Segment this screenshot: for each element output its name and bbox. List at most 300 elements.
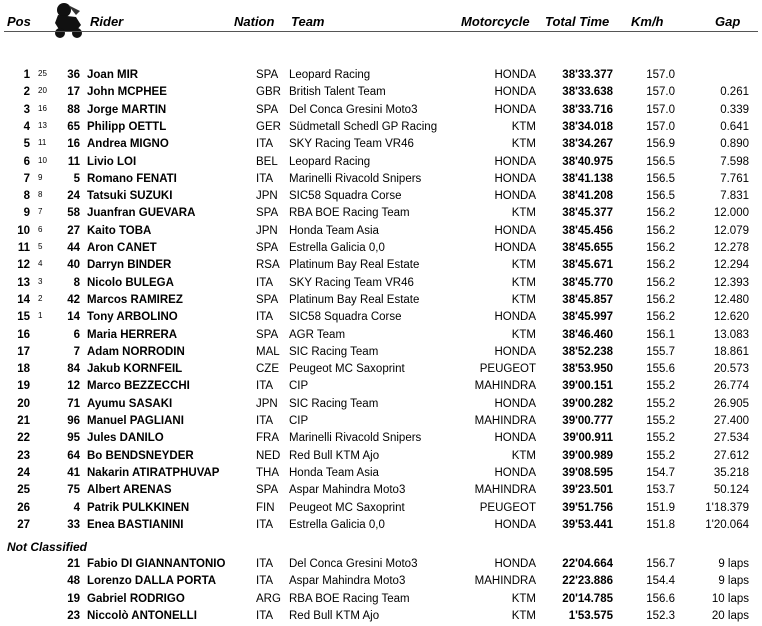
points: 9 <box>38 172 43 182</box>
gap: 0.339 <box>720 103 749 116</box>
position: 24 <box>17 466 30 479</box>
total-time: 38'41.138 <box>562 172 613 185</box>
result-row <box>0 171 762 188</box>
position: 6 <box>23 155 30 168</box>
result-row <box>0 67 762 84</box>
total-time: 20'14.785 <box>562 592 613 605</box>
rider-name: Marcos RAMIREZ <box>87 293 183 306</box>
result-row <box>0 430 762 447</box>
rider-number: 23 <box>67 609 80 622</box>
position: 7 <box>23 172 30 185</box>
motorcycle: HONDA <box>494 345 536 358</box>
motorcycle: HONDA <box>494 172 536 185</box>
gap: 0.641 <box>720 120 749 133</box>
motorcycle: KTM <box>511 293 536 306</box>
nation: MAL <box>256 345 280 358</box>
rider-number: 64 <box>67 449 80 462</box>
team-name: Peugeot MC Saxoprint <box>289 363 405 376</box>
result-row <box>0 327 762 344</box>
result-row <box>0 102 762 119</box>
gap: 12.278 <box>713 242 749 254</box>
speed-kmh: 156.2 <box>646 224 675 237</box>
speed-kmh: 156.2 <box>646 242 675 254</box>
speed-kmh: 156.6 <box>646 592 675 605</box>
total-time: 38'45.770 <box>562 276 613 289</box>
result-row <box>0 154 762 171</box>
rider-number: 11 <box>67 155 80 168</box>
rider-name: Philipp OETTL <box>87 120 167 133</box>
result-row <box>0 205 762 222</box>
team-name: Honda Team Asia <box>289 466 379 479</box>
nation: GBR <box>256 86 281 99</box>
team-name: Platinum Bay Real Estate <box>289 293 420 306</box>
rider-name: Jakub KORNFEIL <box>87 363 183 376</box>
position: 27 <box>17 518 30 531</box>
gap: 1'20.064 <box>705 518 749 531</box>
result-row <box>0 223 762 240</box>
total-time: 39'00.282 <box>562 397 613 410</box>
motorcycle-rider-logo-icon <box>50 1 84 39</box>
rider-number: 21 <box>67 558 80 570</box>
team-name: Marinelli Rivacold Snipers <box>289 432 422 445</box>
points: 4 <box>38 259 43 269</box>
team-name: Leopard Racing <box>289 69 371 81</box>
motorcycle: HONDA <box>494 558 536 570</box>
speed-kmh: 157.0 <box>646 120 675 133</box>
position: 5 <box>23 138 30 151</box>
gap: 35.218 <box>713 466 749 479</box>
team-name: Honda Team Asia <box>289 224 379 237</box>
motorcycle: KTM <box>511 207 536 220</box>
nation: CZE <box>256 363 279 376</box>
rider-name: Marco BEZZECCHI <box>87 380 190 393</box>
result-row <box>0 482 762 499</box>
nation: ITA <box>256 172 274 185</box>
motorcycle: PEUGEOT <box>479 501 536 514</box>
nation: SPA <box>256 484 279 497</box>
rider-number: 88 <box>67 103 80 116</box>
team-name: CIP <box>289 380 309 393</box>
result-row <box>0 448 762 465</box>
position: 17 <box>17 345 30 358</box>
motorcycle: KTM <box>511 609 536 622</box>
rider-number: 48 <box>67 575 80 588</box>
points: 7 <box>38 207 43 217</box>
speed-kmh: 156.5 <box>646 155 675 168</box>
speed-kmh: 154.4 <box>646 575 675 588</box>
speed-kmh: 153.7 <box>646 484 675 497</box>
rider-number: 4 <box>73 501 80 514</box>
gap: 27.612 <box>713 449 749 462</box>
gap: 10 laps <box>711 592 749 605</box>
speed-kmh: 155.2 <box>646 415 675 427</box>
motorcycle: HONDA <box>494 69 536 81</box>
result-row <box>0 396 762 413</box>
not-classified-heading: Not Classified <box>7 540 88 554</box>
total-time: 22'23.886 <box>562 575 613 588</box>
position: 26 <box>17 501 30 514</box>
rider-number: 96 <box>67 415 80 427</box>
nation: SPA <box>256 242 279 254</box>
gap: 12.000 <box>713 207 749 220</box>
team-name: Estrella Galicia 0,0 <box>289 242 385 254</box>
header-total-time: Total Time <box>545 14 610 29</box>
nation: JPN <box>256 397 278 410</box>
nation: ITA <box>256 415 274 427</box>
motorcycle: KTM <box>511 120 536 133</box>
motorcycle: HONDA <box>494 242 536 254</box>
total-time: 39'53.441 <box>562 518 613 531</box>
speed-kmh: 156.2 <box>646 259 675 272</box>
motorcycle: HONDA <box>494 103 536 116</box>
rider-name: Bo BENDSNEYDER <box>87 449 194 462</box>
total-time: 38'34.018 <box>562 120 613 133</box>
rider-number: 33 <box>67 518 80 531</box>
result-row <box>0 344 762 361</box>
nation: JPN <box>256 224 278 237</box>
gap: 0.261 <box>720 86 749 99</box>
position: 14 <box>17 293 30 306</box>
rider-name: Fabio DI GIANNANTONIO <box>87 558 226 570</box>
motorcycle: MAHINDRA <box>474 380 536 393</box>
speed-kmh: 156.7 <box>646 558 675 570</box>
rider-name: Manuel PAGLIANI <box>87 415 184 427</box>
speed-kmh: 156.9 <box>646 138 675 151</box>
nation: JPN <box>256 190 278 203</box>
total-time: 38'45.456 <box>562 224 613 237</box>
result-row <box>0 573 762 590</box>
rider-name: Nakarin ATIRATPHUVAP <box>87 466 220 479</box>
speed-kmh: 155.2 <box>646 380 675 393</box>
total-time: 38'46.460 <box>562 328 613 341</box>
rider-number: 19 <box>67 592 80 605</box>
points: 1 <box>38 311 43 321</box>
motorcycle: KTM <box>511 259 536 272</box>
total-time: 39'00.151 <box>562 380 613 393</box>
position: 16 <box>17 328 30 341</box>
motorcycle: KTM <box>511 276 536 289</box>
nation: ITA <box>256 558 274 570</box>
points: 3 <box>38 276 43 286</box>
rider-number: 36 <box>67 69 80 81</box>
rider-number: 24 <box>67 190 80 203</box>
team-name: Aspar Mahindra Moto3 <box>289 484 406 497</box>
points: 2 <box>38 293 43 303</box>
team-name: SIC Racing Team <box>289 345 379 358</box>
team-name: Red Bull KTM Ajo <box>289 609 380 622</box>
gap: 1'18.379 <box>705 501 749 514</box>
rider-name: Tatsuki SUZUKI <box>87 190 173 203</box>
rider-name: Romano FENATI <box>87 172 177 185</box>
team-name: SIC58 Squadra Corse <box>289 190 402 203</box>
rider-number: 41 <box>67 466 80 479</box>
speed-kmh: 157.0 <box>646 103 675 116</box>
speed-kmh: 156.2 <box>646 311 675 324</box>
speed-kmh: 156.2 <box>646 276 675 289</box>
rider-name: John MCPHEE <box>87 86 167 99</box>
position: 19 <box>17 380 30 393</box>
team-name: Red Bull KTM Ajo <box>289 449 380 462</box>
motorcycle: KTM <box>511 449 536 462</box>
position: 3 <box>23 103 30 116</box>
header-rider: Rider <box>90 14 124 29</box>
position: 12 <box>17 259 30 272</box>
gap: 12.294 <box>713 259 749 272</box>
motorcycle: MAHINDRA <box>474 484 536 497</box>
position: 10 <box>17 224 30 237</box>
position: 1 <box>23 69 30 81</box>
results-header <box>0 0 762 32</box>
rider-name: Jorge MARTIN <box>87 103 167 116</box>
points: 6 <box>38 224 43 234</box>
position: 8 <box>23 190 30 203</box>
speed-kmh: 155.2 <box>646 449 675 462</box>
points: 10 <box>38 155 47 165</box>
motorcycle: KTM <box>511 592 536 605</box>
total-time: 38'45.997 <box>562 311 613 324</box>
team-name: Südmetall Schedl GP Racing <box>289 120 438 133</box>
motorcycle: PEUGEOT <box>479 363 536 376</box>
total-time: 38'52.238 <box>562 345 613 358</box>
rider-number: 95 <box>67 432 80 445</box>
position: 23 <box>17 449 30 462</box>
motorcycle: HONDA <box>494 518 536 531</box>
position: 25 <box>17 484 30 497</box>
speed-kmh: 151.9 <box>646 501 675 514</box>
position: 9 <box>23 207 30 220</box>
team-name: AGR Team <box>289 328 346 341</box>
motorcycle: MAHINDRA <box>474 415 536 427</box>
header-kmh: Km/h <box>631 14 664 29</box>
team-name: Peugeot MC Saxoprint <box>289 501 405 514</box>
speed-kmh: 156.5 <box>646 190 675 203</box>
total-time: 39'51.756 <box>562 501 613 514</box>
result-row <box>0 292 762 309</box>
rider-number: 65 <box>67 120 80 133</box>
gap: 26.905 <box>713 397 749 410</box>
nation: SPA <box>256 69 279 81</box>
team-name: SIC Racing Team <box>289 397 379 410</box>
position: 21 <box>17 415 30 427</box>
motorcycle: MAHINDRA <box>474 575 536 588</box>
result-row <box>0 556 762 573</box>
total-time: 38'33.638 <box>562 86 613 99</box>
speed-kmh: 155.6 <box>646 363 675 376</box>
result-row <box>0 465 762 482</box>
total-time: 38'45.655 <box>562 242 613 254</box>
result-row <box>0 413 762 430</box>
speed-kmh: 155.2 <box>646 432 675 445</box>
nation: SPA <box>256 293 279 306</box>
rider-name: Tony ARBOLINO <box>87 311 178 324</box>
result-row <box>0 240 762 257</box>
motorcycle: KTM <box>511 138 536 151</box>
rider-name: Maria HERRERA <box>87 328 178 341</box>
gap: 12.393 <box>713 276 749 289</box>
position: 15 <box>17 311 30 324</box>
gap: 9 laps <box>718 558 749 570</box>
total-time: 39'00.989 <box>562 449 613 462</box>
speed-kmh: 155.7 <box>646 345 675 358</box>
total-time: 39'08.595 <box>562 466 613 479</box>
team-name: Platinum Bay Real Estate <box>289 259 420 272</box>
header-divider <box>4 31 758 32</box>
rider-name: Patrik PULKKINEN <box>87 501 190 514</box>
team-name: Del Conca Gresini Moto3 <box>289 103 418 116</box>
total-time: 38'33.377 <box>562 69 613 81</box>
nation: BEL <box>256 155 278 168</box>
team-name: Aspar Mahindra Moto3 <box>289 575 406 588</box>
rider-name: Jules DANILO <box>87 432 164 445</box>
motorcycle: HONDA <box>494 311 536 324</box>
nation: ARG <box>256 592 281 605</box>
position: 13 <box>17 276 30 289</box>
team-name: Marinelli Rivacold Snipers <box>289 172 422 185</box>
nation: THA <box>256 466 279 479</box>
speed-kmh: 157.0 <box>646 86 675 99</box>
rider-name: Lorenzo DALLA PORTA <box>87 575 217 588</box>
nation: ITA <box>256 380 274 393</box>
motorcycle: HONDA <box>494 155 536 168</box>
rider-name: Joan MIR <box>87 69 139 81</box>
nation: NED <box>256 449 281 462</box>
result-row <box>0 517 762 534</box>
gap: 7.831 <box>720 190 749 203</box>
points: 16 <box>38 103 47 113</box>
rider-name: Ayumu SASAKI <box>87 397 173 410</box>
result-row <box>0 608 762 625</box>
header-team: Team <box>291 14 325 29</box>
gap: 20.573 <box>713 363 749 376</box>
gap: 18.861 <box>713 345 749 358</box>
total-time: 39'00.911 <box>562 432 613 445</box>
rider-number: 27 <box>67 224 80 237</box>
speed-kmh: 156.1 <box>646 328 675 341</box>
result-row <box>0 119 762 136</box>
rider-name: Nicolo BULEGA <box>87 276 174 289</box>
result-row <box>0 84 762 101</box>
team-name: Leopard Racing <box>289 155 371 168</box>
nation: ITA <box>256 276 274 289</box>
position: 22 <box>17 432 30 445</box>
nation: ITA <box>256 311 274 324</box>
motorcycle: HONDA <box>494 466 536 479</box>
gap: 50.124 <box>713 484 749 497</box>
total-time: 38'45.671 <box>562 259 613 272</box>
speed-kmh: 156.2 <box>646 293 675 306</box>
rider-name: Aron CANET <box>87 242 157 254</box>
nation: RSA <box>256 259 280 272</box>
gap: 7.598 <box>720 155 749 168</box>
nation: SPA <box>256 103 279 116</box>
rider-name: Enea BASTIANINI <box>87 518 184 531</box>
header-motorcycle: Motorcycle <box>461 14 530 29</box>
motorcycle: HONDA <box>494 86 536 99</box>
rider-number: 7 <box>73 345 80 358</box>
rider-name: Albert ARENAS <box>87 484 172 497</box>
rider-name: Gabriel RODRIGO <box>87 592 185 605</box>
points: 13 <box>38 120 47 130</box>
gap: 26.774 <box>713 380 749 393</box>
gap: 27.534 <box>713 432 749 445</box>
team-name: SKY Racing Team VR46 <box>289 276 414 289</box>
rider-number: 8 <box>73 276 80 289</box>
nation: ITA <box>256 609 274 622</box>
motorcycle: HONDA <box>494 397 536 410</box>
gap: 12.079 <box>713 224 749 237</box>
total-time: 39'00.777 <box>562 415 613 427</box>
points: 25 <box>38 69 47 78</box>
gap: 7.761 <box>720 172 749 185</box>
position: 2 <box>23 86 30 99</box>
header-pos: Pos <box>7 14 31 29</box>
gap: 9 laps <box>718 575 749 588</box>
gap: 12.620 <box>713 311 749 324</box>
position: 11 <box>17 242 30 254</box>
nation: FRA <box>256 432 279 445</box>
result-row <box>0 275 762 292</box>
rider-number: 42 <box>67 293 80 306</box>
nation: SPA <box>256 328 279 341</box>
rider-name: Kaito TOBA <box>87 224 152 237</box>
speed-kmh: 156.5 <box>646 172 675 185</box>
rider-name: Niccolò ANTONELLI <box>87 609 197 622</box>
nation: GER <box>256 120 281 133</box>
result-row <box>0 500 762 517</box>
motorcycle: HONDA <box>494 224 536 237</box>
rider-number: 12 <box>67 380 80 393</box>
team-name: SKY Racing Team VR46 <box>289 138 414 151</box>
team-name: SIC58 Squadra Corse <box>289 311 402 324</box>
position: 20 <box>17 397 30 410</box>
result-row <box>0 188 762 205</box>
points: 20 <box>38 86 47 96</box>
position: 4 <box>23 120 30 133</box>
gap: 0.890 <box>720 138 749 151</box>
rider-number: 17 <box>67 86 80 99</box>
rider-number: 75 <box>67 484 80 497</box>
team-name: RBA BOE Racing Team <box>289 592 410 605</box>
gap: 20 laps <box>711 609 749 622</box>
rider-name: Darryn BINDER <box>87 259 172 272</box>
points: 5 <box>38 242 43 251</box>
gap: 12.480 <box>713 293 749 306</box>
total-time: 38'45.377 <box>562 207 613 220</box>
total-time: 38'40.975 <box>562 155 613 168</box>
team-name: Del Conca Gresini Moto3 <box>289 558 418 570</box>
speed-kmh: 155.2 <box>646 397 675 410</box>
total-time: 38'41.208 <box>562 190 613 203</box>
nation: ITA <box>256 518 274 531</box>
total-time: 38'53.950 <box>562 363 613 376</box>
motorcycle: KTM <box>511 328 536 341</box>
nation: SPA <box>256 207 279 220</box>
header-gap: Gap <box>715 14 741 29</box>
rider-name: Juanfran GUEVARA <box>87 207 196 220</box>
total-time: 38'45.857 <box>562 293 613 306</box>
rider-number: 71 <box>67 397 80 410</box>
rider-number: 40 <box>67 259 80 272</box>
total-time: 38'34.267 <box>562 138 613 151</box>
rider-number: 44 <box>67 242 80 254</box>
team-name: RBA BOE Racing Team <box>289 207 410 220</box>
rider-name: Adam NORRODIN <box>87 345 185 358</box>
rider-number: 6 <box>73 328 80 341</box>
rider-number: 58 <box>67 207 80 220</box>
rider-name: Livio LOI <box>87 155 137 168</box>
result-row <box>0 257 762 274</box>
total-time: 22'04.664 <box>562 558 613 570</box>
